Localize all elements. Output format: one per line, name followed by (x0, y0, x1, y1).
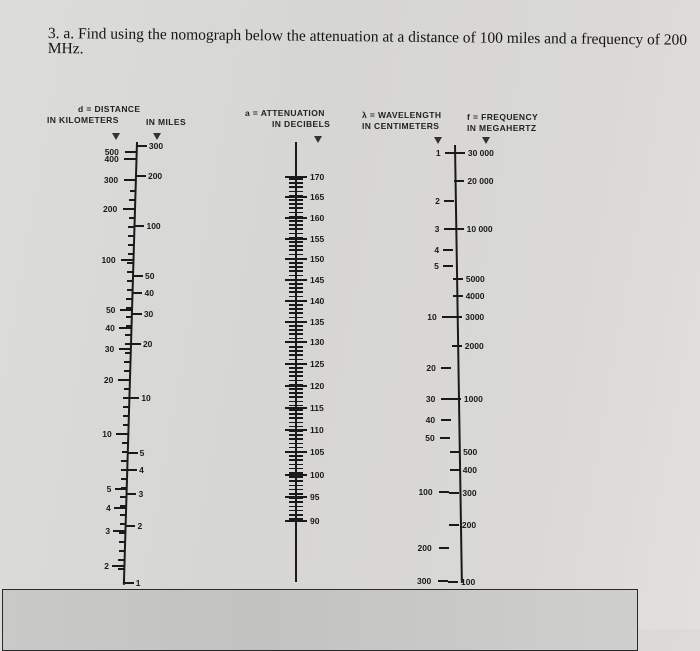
distance-minor-tick (128, 235, 134, 237)
wavelength-tick (441, 419, 451, 421)
km-tick (120, 309, 132, 311)
wavelength-tick (445, 152, 455, 154)
attenuation-minor-tick (289, 501, 303, 503)
attenuation-minor-tick (289, 455, 303, 457)
distance-minor-tick (130, 190, 136, 192)
attenuation-minor-tick (289, 342, 303, 344)
wavelength-tick (438, 580, 448, 582)
mile-tick-label: 20 (142, 339, 153, 349)
frequency-tick (452, 345, 462, 347)
attenuation-minor-tick (289, 443, 303, 445)
km-tick (125, 151, 137, 153)
attenuation-minor-tick (289, 506, 303, 508)
attenuation-minor-tick (289, 270, 303, 272)
km-tick (119, 327, 131, 329)
km-tick-label: 200 (102, 204, 118, 214)
wavelength-tick-label: 200 (417, 543, 432, 553)
distance-minor-tick (119, 532, 125, 534)
attenuation-minor-tick (289, 275, 303, 277)
wavelength-tick (444, 200, 454, 202)
distance-minor-tick (118, 559, 124, 561)
distance-minor-tick (124, 379, 130, 381)
km-tick-label: 20 (103, 375, 114, 385)
attenuation-minor-tick (289, 422, 303, 424)
distance-minor-tick (129, 199, 135, 201)
attenuation-minor-tick (289, 472, 303, 474)
distance-minor-tick (120, 505, 126, 507)
attenuation-minor-tick (289, 493, 303, 495)
attenuation-minor-tick (289, 254, 303, 256)
attenuation-unit: IN DECIBELS (272, 119, 331, 129)
attenuation-minor-tick (289, 464, 303, 466)
attenuation-minor-tick (289, 304, 303, 306)
mile-tick-label: 2 (137, 521, 143, 531)
attenuation-minor-tick (289, 296, 303, 298)
frequency-tick-label: 10 000 (466, 224, 493, 234)
mile-tick-label: 3 (138, 489, 144, 499)
frequency-tick-label: 2000 (464, 341, 484, 351)
frequency-tick (454, 228, 464, 230)
frequency-tick (454, 180, 464, 182)
attenuation-minor-tick (289, 249, 303, 251)
distance-minor-tick (122, 433, 128, 435)
wavelength-tick (442, 316, 452, 318)
frequency-tick-label: 30 000 (467, 148, 494, 158)
attenuation-minor-tick (289, 510, 303, 512)
attenuation-tick-label: 165 (310, 192, 325, 202)
distance-minor-tick (121, 469, 127, 471)
attenuation-minor-tick (289, 228, 303, 230)
attenuation-minor-tick (289, 245, 303, 247)
distance-minor-tick (119, 541, 125, 543)
wavelength-tick-label: 2 (435, 196, 440, 206)
distance-minor-tick (122, 451, 128, 453)
distance-minor-tick (127, 289, 133, 291)
frequency-tick-label: 20 000 (467, 176, 494, 186)
attenuation-minor-tick (289, 401, 303, 403)
frequency-tick (449, 492, 459, 494)
attenuation-minor-tick (289, 333, 303, 335)
mile-tick (132, 313, 142, 315)
km-tick-label: 2 (104, 561, 109, 571)
attenuation-minor-tick (289, 438, 303, 440)
attenuation-minor-tick (289, 434, 303, 436)
attenuation-minor-tick (289, 459, 303, 461)
mile-tick-label: 4 (139, 465, 144, 475)
wavelength-tick (439, 547, 449, 549)
wavelength-tick (441, 367, 451, 369)
distance-minor-tick (126, 325, 132, 327)
mile-tick-label: 100 (146, 221, 161, 231)
distance-minor-tick (127, 271, 133, 273)
attenuation-minor-tick (289, 283, 303, 285)
attenuation-minor-tick (289, 388, 303, 390)
frequency-title: f = FREQUENCY (467, 112, 539, 122)
attenuation-tick-label: 105 (310, 447, 325, 457)
km-tick (119, 348, 131, 350)
attenuation-minor-tick (289, 392, 303, 394)
frequency-unit: IN MEGAHERTZ (467, 123, 537, 133)
km-tick-label: 300 (103, 175, 119, 185)
distance-minor-tick (124, 388, 130, 390)
frequency-tick (450, 451, 460, 453)
distance-minor-tick (119, 550, 125, 552)
frequency-tick (455, 152, 465, 154)
attenuation-tick-label: 160 (310, 213, 325, 223)
attenuation-tick-label: 95 (310, 492, 320, 502)
attenuation-minor-tick (289, 241, 303, 243)
attenuation-minor-tick (289, 468, 303, 470)
attenuation-minor-tick (289, 514, 303, 516)
attenuation-minor-tick (289, 375, 303, 377)
question-text: 3. a. Find using the nomograph below the attenuation at a distance of 100 miles and a frequency of 200 MHz. (47, 25, 688, 58)
mile-tick (131, 343, 141, 345)
distance-minor-tick (129, 217, 135, 219)
wavelength-tick (443, 265, 453, 267)
distance-minor-tick (120, 514, 126, 516)
wavelength-tick-label: 4 (434, 245, 440, 255)
attenuation-minor-tick (289, 363, 303, 365)
mile-tick-label: 300 (148, 141, 164, 151)
attenuation-minor-tick (289, 224, 303, 226)
mile-tick (137, 145, 147, 147)
attenuation-minor-tick (289, 291, 303, 293)
distance-minor-tick (125, 352, 131, 354)
attenuation-minor-tick (289, 266, 303, 268)
wavelength-arrow-icon (434, 137, 442, 144)
frequency-tick-label: 200 (461, 520, 477, 530)
mile-tick (129, 397, 139, 399)
mile-tick (133, 275, 143, 277)
attenuation-minor-tick (289, 396, 303, 398)
attenuation-minor-tick (289, 405, 303, 407)
attenuation-minor-tick (289, 476, 303, 478)
attenuation-minor-tick (289, 325, 303, 327)
attenuation-minor-tick (289, 237, 303, 239)
attenuation-minor-tick (289, 426, 303, 428)
attenuation-minor-tick (289, 409, 303, 411)
distance-minor-tick (126, 307, 132, 309)
attenuation-tick-label: 135 (310, 317, 325, 327)
attenuation-minor-tick (289, 312, 303, 314)
wavelength-tick (443, 249, 453, 251)
frequency-tick-label: 3000 (465, 312, 485, 322)
km-tick-label: 100 (101, 255, 116, 265)
distance-minor-tick (126, 298, 132, 300)
mile-tick-label: 1 (135, 578, 141, 588)
attenuation-minor-tick (289, 186, 303, 188)
wavelength-title: λ = WAVELENGTH (362, 110, 442, 120)
attenuation-tick-label: 140 (310, 296, 325, 306)
frequency-tick (453, 278, 463, 280)
wavelength-tick-label: 50 (425, 433, 435, 443)
attenuation-minor-tick (289, 308, 303, 310)
wavelength-tick-label: 300 (417, 576, 432, 586)
mile-tick-label: 50 (144, 271, 155, 281)
mile-tick-label: 5 (139, 448, 145, 458)
distance-minor-tick (120, 496, 126, 498)
attenuation-minor-tick (289, 220, 303, 222)
attenuation-minor-tick (289, 212, 303, 214)
attenuation-minor-tick (289, 258, 303, 260)
frequency-arrow-icon (482, 137, 490, 144)
attenuation-minor-tick (289, 489, 303, 491)
distance-minor-tick (124, 361, 130, 363)
km-tick (112, 565, 124, 567)
attenuation-tick-label: 125 (310, 359, 325, 369)
attenuation-minor-tick (289, 279, 303, 281)
attenuation-minor-tick (289, 413, 303, 415)
distance-minor-tick (122, 442, 128, 444)
attenuation-minor-tick (289, 233, 303, 235)
attenuation-minor-tick (289, 417, 303, 419)
attenuation-title: a = ATTENUATION (245, 108, 325, 118)
km-tick-label: 5 (106, 484, 112, 494)
frequency-tick-label: 4000 (465, 291, 485, 301)
km-tick-label: 3 (105, 526, 111, 536)
attenuation-minor-tick (289, 262, 303, 264)
attenuation-minor-tick (289, 354, 303, 356)
mile-tick (127, 469, 137, 471)
attenuation-major-tick (285, 385, 307, 387)
frequency-tick (452, 316, 462, 318)
attenuation-tick-label: 170 (310, 172, 325, 182)
attenuation-minor-tick (289, 287, 303, 289)
attenuation-major-tick (285, 196, 307, 198)
distance-minor-tick (123, 415, 129, 417)
attenuation-tick-label: 115 (310, 403, 324, 413)
attenuation-minor-tick (289, 451, 303, 453)
attenuation-minor-tick (289, 203, 303, 205)
frequency-tick (453, 295, 463, 297)
km-arrow-icon (112, 133, 120, 140)
mile-tick-label: 10 (141, 393, 151, 403)
attenuation-minor-tick (289, 195, 303, 197)
wavelength-unit: IN CENTIMETERS (362, 121, 440, 131)
mile-tick (124, 582, 134, 584)
km-tick (121, 259, 133, 261)
distance-minor-tick (120, 523, 126, 525)
attenuation-minor-tick (289, 430, 303, 432)
frequency-tick-label: 100 (461, 577, 476, 587)
distance-minor-tick (124, 370, 130, 372)
attenuation-minor-tick (289, 380, 303, 382)
attenuation-tick-label: 145 (310, 275, 325, 285)
distance-minor-tick (123, 406, 129, 408)
wavelength-tick-label: 1 (435, 148, 441, 158)
mile-tick (136, 175, 146, 177)
attenuation-tick-label: 150 (310, 254, 325, 264)
attenuation-minor-tick (289, 497, 303, 499)
attenuation-major-tick (285, 217, 307, 219)
mile-tick (126, 493, 136, 495)
frequency-tick-label: 300 (462, 488, 477, 498)
mile-tick-label: 40 (144, 288, 154, 298)
attenuation-minor-tick (289, 338, 303, 340)
attenuation-tick-label: 120 (310, 381, 325, 391)
frequency-tick (449, 524, 459, 526)
wavelength-tick-label: 20 (426, 363, 436, 373)
distance-minor-tick (129, 208, 135, 210)
km-tick-label: 40 (105, 323, 115, 333)
attenuation-tick-label: 110 (310, 425, 324, 435)
attenuation-minor-tick (289, 300, 303, 302)
km-tick (124, 158, 136, 160)
distance-minor-tick (121, 487, 127, 489)
distance-minor-tick (128, 253, 134, 255)
distance-minor-tick (121, 478, 127, 480)
km-tick-label: 30 (104, 344, 115, 354)
wavelength-tick-label: 30 (425, 394, 436, 404)
mile-tick-label: 200 (147, 171, 163, 181)
mile-tick-label: 30 (143, 309, 154, 319)
mile-tick (132, 292, 142, 294)
attenuation-minor-tick (289, 359, 303, 361)
wavelength-tick (444, 228, 454, 230)
attenuation-tick-label: 155 (310, 234, 325, 244)
distance-miles-label: IN MILES (146, 117, 187, 127)
miles-arrow-icon (153, 133, 161, 140)
frequency-tick-label: 500 (463, 447, 478, 457)
attenuation-minor-tick (289, 321, 303, 323)
distance-minor-tick (118, 568, 124, 570)
frequency-tick-label: 5000 (465, 274, 485, 284)
wavelength-frequency-scale-axis (454, 145, 463, 583)
mile-tick (134, 225, 144, 227)
attenuation-minor-tick (289, 518, 303, 520)
attenuation-minor-tick (289, 480, 303, 482)
attenuation-minor-tick (289, 191, 303, 193)
wavelength-tick (439, 491, 449, 493)
attenuation-minor-tick (289, 207, 303, 209)
attenuation-tick-label: 100 (310, 470, 325, 480)
attenuation-minor-tick (289, 329, 303, 331)
wavelength-tick-label: 5 (434, 261, 439, 271)
mile-tick (128, 452, 138, 454)
attenuation-minor-tick (289, 447, 303, 449)
distance-minor-tick (123, 397, 129, 399)
km-tick (124, 179, 136, 181)
distance-minor-tick (125, 334, 131, 336)
attenuation-minor-tick (289, 178, 303, 180)
distance-title: d = DISTANCE (78, 104, 141, 114)
distance-minor-tick (123, 424, 129, 426)
attenuation-minor-tick (289, 199, 303, 201)
mile-tick (125, 525, 135, 527)
distance-km-label: IN KILOMETERS (47, 115, 119, 125)
wavelength-tick-label: 40 (425, 415, 436, 425)
distance-minor-tick (126, 316, 132, 318)
answer-input-box[interactable] (2, 589, 638, 651)
attenuation-minor-tick (289, 371, 303, 373)
frequency-tick-label: 400 (462, 465, 477, 475)
wavelength-tick (441, 398, 451, 400)
km-tick-label: 50 (105, 305, 116, 315)
km-tick-label: 4 (106, 503, 111, 513)
attenuation-minor-tick (289, 350, 303, 352)
attenuation-minor-tick (289, 485, 303, 487)
km-tick-label: 500 (104, 147, 119, 157)
distance-minor-tick (127, 262, 133, 264)
attenuation-tick-label: 90 (310, 516, 320, 526)
frequency-tick (448, 581, 458, 583)
attenuation-major-tick (285, 238, 307, 240)
distance-minor-tick (121, 460, 127, 462)
attenuation-minor-tick (289, 384, 303, 386)
frequency-tick-label: 1000 (463, 394, 483, 404)
attenuation-tick-label: 130 (310, 337, 325, 347)
km-tick-label: 10 (102, 429, 112, 439)
km-tick (114, 507, 126, 509)
distance-minor-tick (127, 280, 133, 282)
attenuation-major-tick (285, 520, 307, 522)
distance-minor-tick (128, 244, 134, 246)
attenuation-arrow-icon (314, 136, 322, 143)
attenuation-minor-tick (289, 182, 303, 184)
wavelength-tick-label: 3 (434, 224, 440, 234)
wavelength-tick-label: 10 (427, 312, 437, 322)
attenuation-minor-tick (289, 216, 303, 218)
wavelength-tick-label: 100 (418, 487, 433, 497)
distance-minor-tick (128, 226, 134, 228)
frequency-tick (450, 469, 460, 471)
attenuation-minor-tick (289, 367, 303, 369)
frequency-tick (451, 398, 461, 400)
km-tick-label: 400 (104, 154, 119, 164)
attenuation-minor-tick (289, 317, 303, 319)
wavelength-tick (440, 437, 450, 439)
attenuation-minor-tick (289, 346, 303, 348)
distance-minor-tick (125, 343, 131, 345)
